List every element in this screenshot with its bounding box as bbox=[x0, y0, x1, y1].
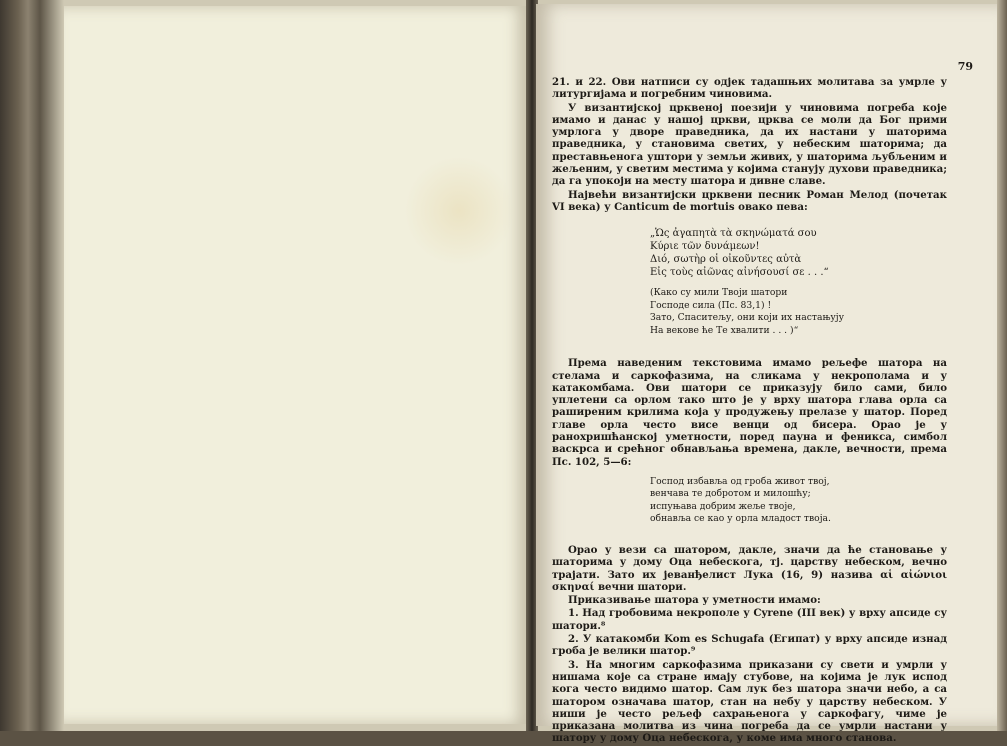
left-page-blank bbox=[64, 6, 528, 724]
quote-line: испуњава добрим жеље твоје, bbox=[650, 500, 796, 512]
paragraph: Приказивање шатора у уметности имамо: bbox=[568, 594, 821, 607]
greek-quote bbox=[650, 227, 947, 279]
paragraph: У византијској црквеној поезији у чиновима погреба које имамо и данас у нашој цркви, црква се моли да Бог прими умрлога у дворе праведника, да их настани у шаторима праведника, у становима светих, у небеским шаторима; да преставњенога уштори у земљи живих, у шаторима љубљеним и жељеним, у светим местима у којима станују духови праведника; да га упокоји на месту шатора и дивне славе. bbox=[552, 101, 947, 188]
quote-line: обнавља се као у орла младост твоја. bbox=[650, 513, 831, 525]
quote-line: На векове ће Те хвалити . . . )“ bbox=[650, 324, 799, 336]
paper-stain bbox=[404, 156, 514, 266]
page-text bbox=[552, 76, 947, 746]
page-edge bbox=[997, 0, 1007, 731]
psalm-quote bbox=[650, 476, 947, 526]
quote-line: Διό, σωτὴρ οἱ οἰκοῦντες αὐτὰ bbox=[650, 254, 802, 266]
right-page bbox=[536, 4, 999, 745]
page-number: 79 bbox=[957, 60, 973, 73]
quote-line: Εἰς τοὺς αἰῶνας αἰνήσουσί σε . . .“ bbox=[650, 267, 829, 279]
quote-line: Господе сила (Пс. 83,1) ! bbox=[650, 299, 772, 311]
paragraph: Према наведеним текстовима имамо рељефе шатора на стелама и саркофазима, на сликама у некрополама и у катакомбама. Ови шатори се приказују било сами, било уплетени са орлом тако што је у врху шатора глава орла са раширеним крилима која у продужењу прелазе у шатор. Поред главе орла често висе венци од бисера. Орао је у ранохришћанској уметности, поред пауна и феникса, симбол васкрса и срећног обнављања времена, дакле, вечности, према Пс. 102, 5—6: bbox=[552, 357, 947, 468]
quote-line: венчава те добротом и милошћу; bbox=[650, 488, 811, 500]
list-item: 1. Над гробовима некрополе у Cyrene (III век) у врху апсиде су шатори.⁸ bbox=[552, 607, 947, 632]
quote-line: „Ὡς ἀγαπητὰ τὰ σκηνώματά σου bbox=[650, 228, 817, 240]
paragraph: Орао у вези са шатором, дакле, значи да ће становање у шаторима у дому Оца небескога, тј. царству небеском, вечно трајати. Зато их јеванђелист Лука (16, 9) назива αἱ αἰώνιοι σκηναί вечни шатори. bbox=[552, 543, 947, 593]
paragraph: 21. и 22. Ови натписи су одјек тадашњих молитава за умрле у литургијама и погребним чиновима. bbox=[552, 76, 947, 101]
list-item: 2. У катакомби Kom es Schugafa (Египат) у врху апсиде изнад гроба је велики шатор.⁹ bbox=[552, 633, 947, 658]
quote-line: Господ избавља од гроба живот твој, bbox=[650, 475, 830, 487]
list-item: 3. На многим саркофазима приказани су свети и умрли у нишама које са стране имају стубове, на којима је лук испод кога често видимо шатор. Сам лук без шатора значи небо, а са шатором означава шатор, стан на небу у царству небеском. У ниши је често рељеф сахрањенога у саркофагу, чиме је приказана молитва из чина погреба да се умрли настани у шатору у дому Оца небескога, у коме има много станова. bbox=[552, 658, 947, 745]
serbian-quote bbox=[650, 287, 947, 337]
quote-line: Зато, Спаситељу, они који их настањују bbox=[650, 312, 845, 324]
quote-line: (Како су мили Твоји шатори bbox=[650, 287, 788, 299]
quote-line: Κύριε τῶν δυνάμεων! bbox=[650, 241, 760, 253]
paragraph: Највећи византијски црквени песник Роман Мелод (почетак VI века) у Canticum de mortuis овако пева: bbox=[552, 188, 947, 213]
